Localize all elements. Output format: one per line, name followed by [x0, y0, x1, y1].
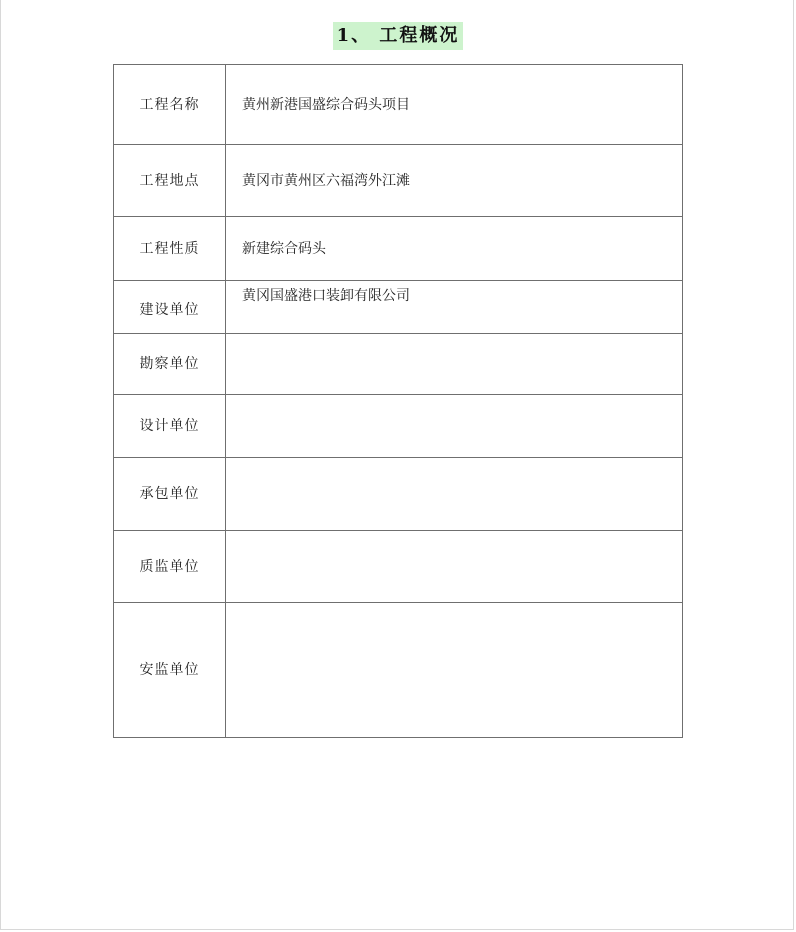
- row-label: 承包单位: [114, 458, 226, 531]
- project-overview-table: [113, 64, 683, 738]
- table-row: [114, 458, 683, 531]
- table-row: [114, 281, 683, 334]
- table-row: [114, 531, 683, 603]
- row-label: 勘察单位: [114, 334, 226, 395]
- table-row: [114, 65, 683, 145]
- table-row: [114, 145, 683, 217]
- row-value: [226, 334, 683, 395]
- row-label: 安监单位: [114, 603, 226, 738]
- row-value: [226, 458, 683, 531]
- row-label: 工程地点: [114, 145, 226, 217]
- row-label: 设计单位: [114, 395, 226, 458]
- row-label: 工程性质: [114, 217, 226, 281]
- row-label: 质监单位: [114, 531, 226, 603]
- row-value: 黄冈国盛港口装卸有限公司: [226, 281, 683, 334]
- row-value: [226, 531, 683, 603]
- table-row: [114, 334, 683, 395]
- table-row: [114, 217, 683, 281]
- section-title-wrap: [0, 22, 796, 50]
- section-title: 1、 工程概况: [333, 22, 464, 50]
- row-value: 黄州新港国盛综合码头项目: [226, 65, 683, 145]
- table-row: [114, 603, 683, 738]
- table-row: [114, 395, 683, 458]
- row-value: [226, 603, 683, 738]
- row-value: 新建综合码头: [226, 217, 683, 281]
- row-label: 工程名称: [114, 65, 226, 145]
- row-value: [226, 395, 683, 458]
- row-value: 黄冈市黄州区六福湾外江滩: [226, 145, 683, 217]
- row-label: 建设单位: [114, 281, 226, 334]
